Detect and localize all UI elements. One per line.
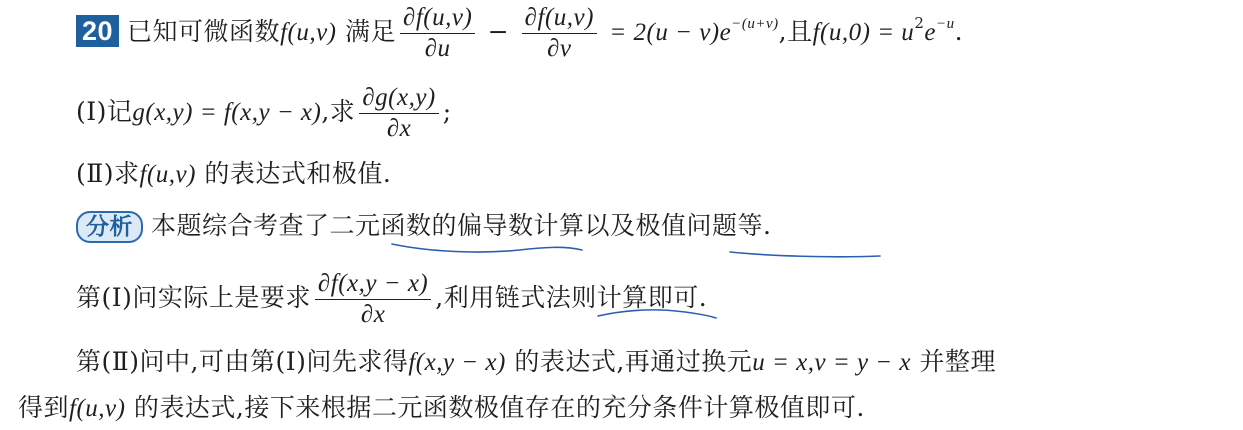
part-one xyxy=(76,84,452,143)
euler-e: e xyxy=(924,19,936,46)
part-one-ask: ,求 xyxy=(321,97,356,126)
fraction-numerator: ∂g(x,y) xyxy=(359,84,438,114)
analysis xyxy=(76,210,771,243)
analysis-badge: 分析 xyxy=(76,211,143,243)
partial-derivative-v xyxy=(522,4,597,63)
step-two-text-a: 第(Ⅱ)问中,可由第(Ⅰ)问先求得 xyxy=(76,347,409,376)
boundary-condition: f(u,0) = u xyxy=(812,19,915,46)
pen-underline-extremum xyxy=(730,252,880,257)
step-two-text-c: 并整理 xyxy=(919,347,996,376)
fraction-denominator: ∂u xyxy=(424,35,451,62)
step-two-text-e: 的表达式,接下来根据二元函数极值存在的充分条件计算极值即可. xyxy=(133,393,865,422)
exponent: −u xyxy=(935,16,955,32)
partial-derivative-f xyxy=(315,270,431,329)
partial-derivative-u xyxy=(400,4,475,63)
part-two-rest: 的表达式和极值. xyxy=(204,159,392,188)
function-f-uv: f(u,v) xyxy=(69,395,126,422)
problem-text-1: 已知可微函数 xyxy=(127,17,281,46)
problem-number-badge: 20 xyxy=(76,15,119,47)
step-two-text-d: 得到 xyxy=(18,393,70,422)
pen-underline-partial-derivative xyxy=(392,244,582,252)
g-definition: g(x,y) = f(x,y − x) xyxy=(132,99,322,126)
fraction-denominator: ∂x xyxy=(386,115,412,142)
equation-rhs: = 2(u − v)e xyxy=(609,19,732,46)
part-two-label: (Ⅱ)求 xyxy=(76,159,140,188)
problem-text-3: ,且 xyxy=(778,17,813,46)
fraction-denominator: ∂v xyxy=(547,35,572,62)
step-two-text-b: 的表达式,再通过换元 xyxy=(514,347,753,376)
step-one-text-b: ,利用链式法则计算即可. xyxy=(435,283,708,312)
function-f-uv: f(u,v) xyxy=(139,161,196,188)
exponent: −(u+v) xyxy=(731,16,779,32)
semicolon: ; xyxy=(442,97,452,126)
analysis-text: 本题综合考查了二元函数的偏导数计算以及极值问题等. xyxy=(151,211,772,240)
part-two xyxy=(76,158,391,191)
step-one-text-a: 第(Ⅰ)问实际上是要求 xyxy=(76,283,311,312)
problem-text-2: 满足 xyxy=(344,17,396,46)
fraction-numerator: ∂f(x,y − x) xyxy=(315,270,431,300)
minus-sign: − xyxy=(487,17,510,46)
step-one xyxy=(76,270,707,329)
fraction-denominator: ∂x xyxy=(360,301,386,328)
square-exponent: 2 xyxy=(914,14,925,32)
problem-statement xyxy=(76,4,963,63)
period: . xyxy=(954,17,964,46)
part-one-label: (Ⅰ)记 xyxy=(76,97,133,126)
partial-derivative-g xyxy=(359,84,438,143)
step-two-line-2 xyxy=(18,392,865,425)
function-f-xy: f(x,y − x) xyxy=(408,349,506,376)
fraction-numerator: ∂f(u,v) xyxy=(522,4,597,34)
function-f-uv: f(u,v) xyxy=(280,19,337,46)
fraction-numerator: ∂f(u,v) xyxy=(400,4,475,34)
step-two-line-1 xyxy=(76,346,996,379)
substitution: u = x,v = y − x xyxy=(752,349,912,376)
